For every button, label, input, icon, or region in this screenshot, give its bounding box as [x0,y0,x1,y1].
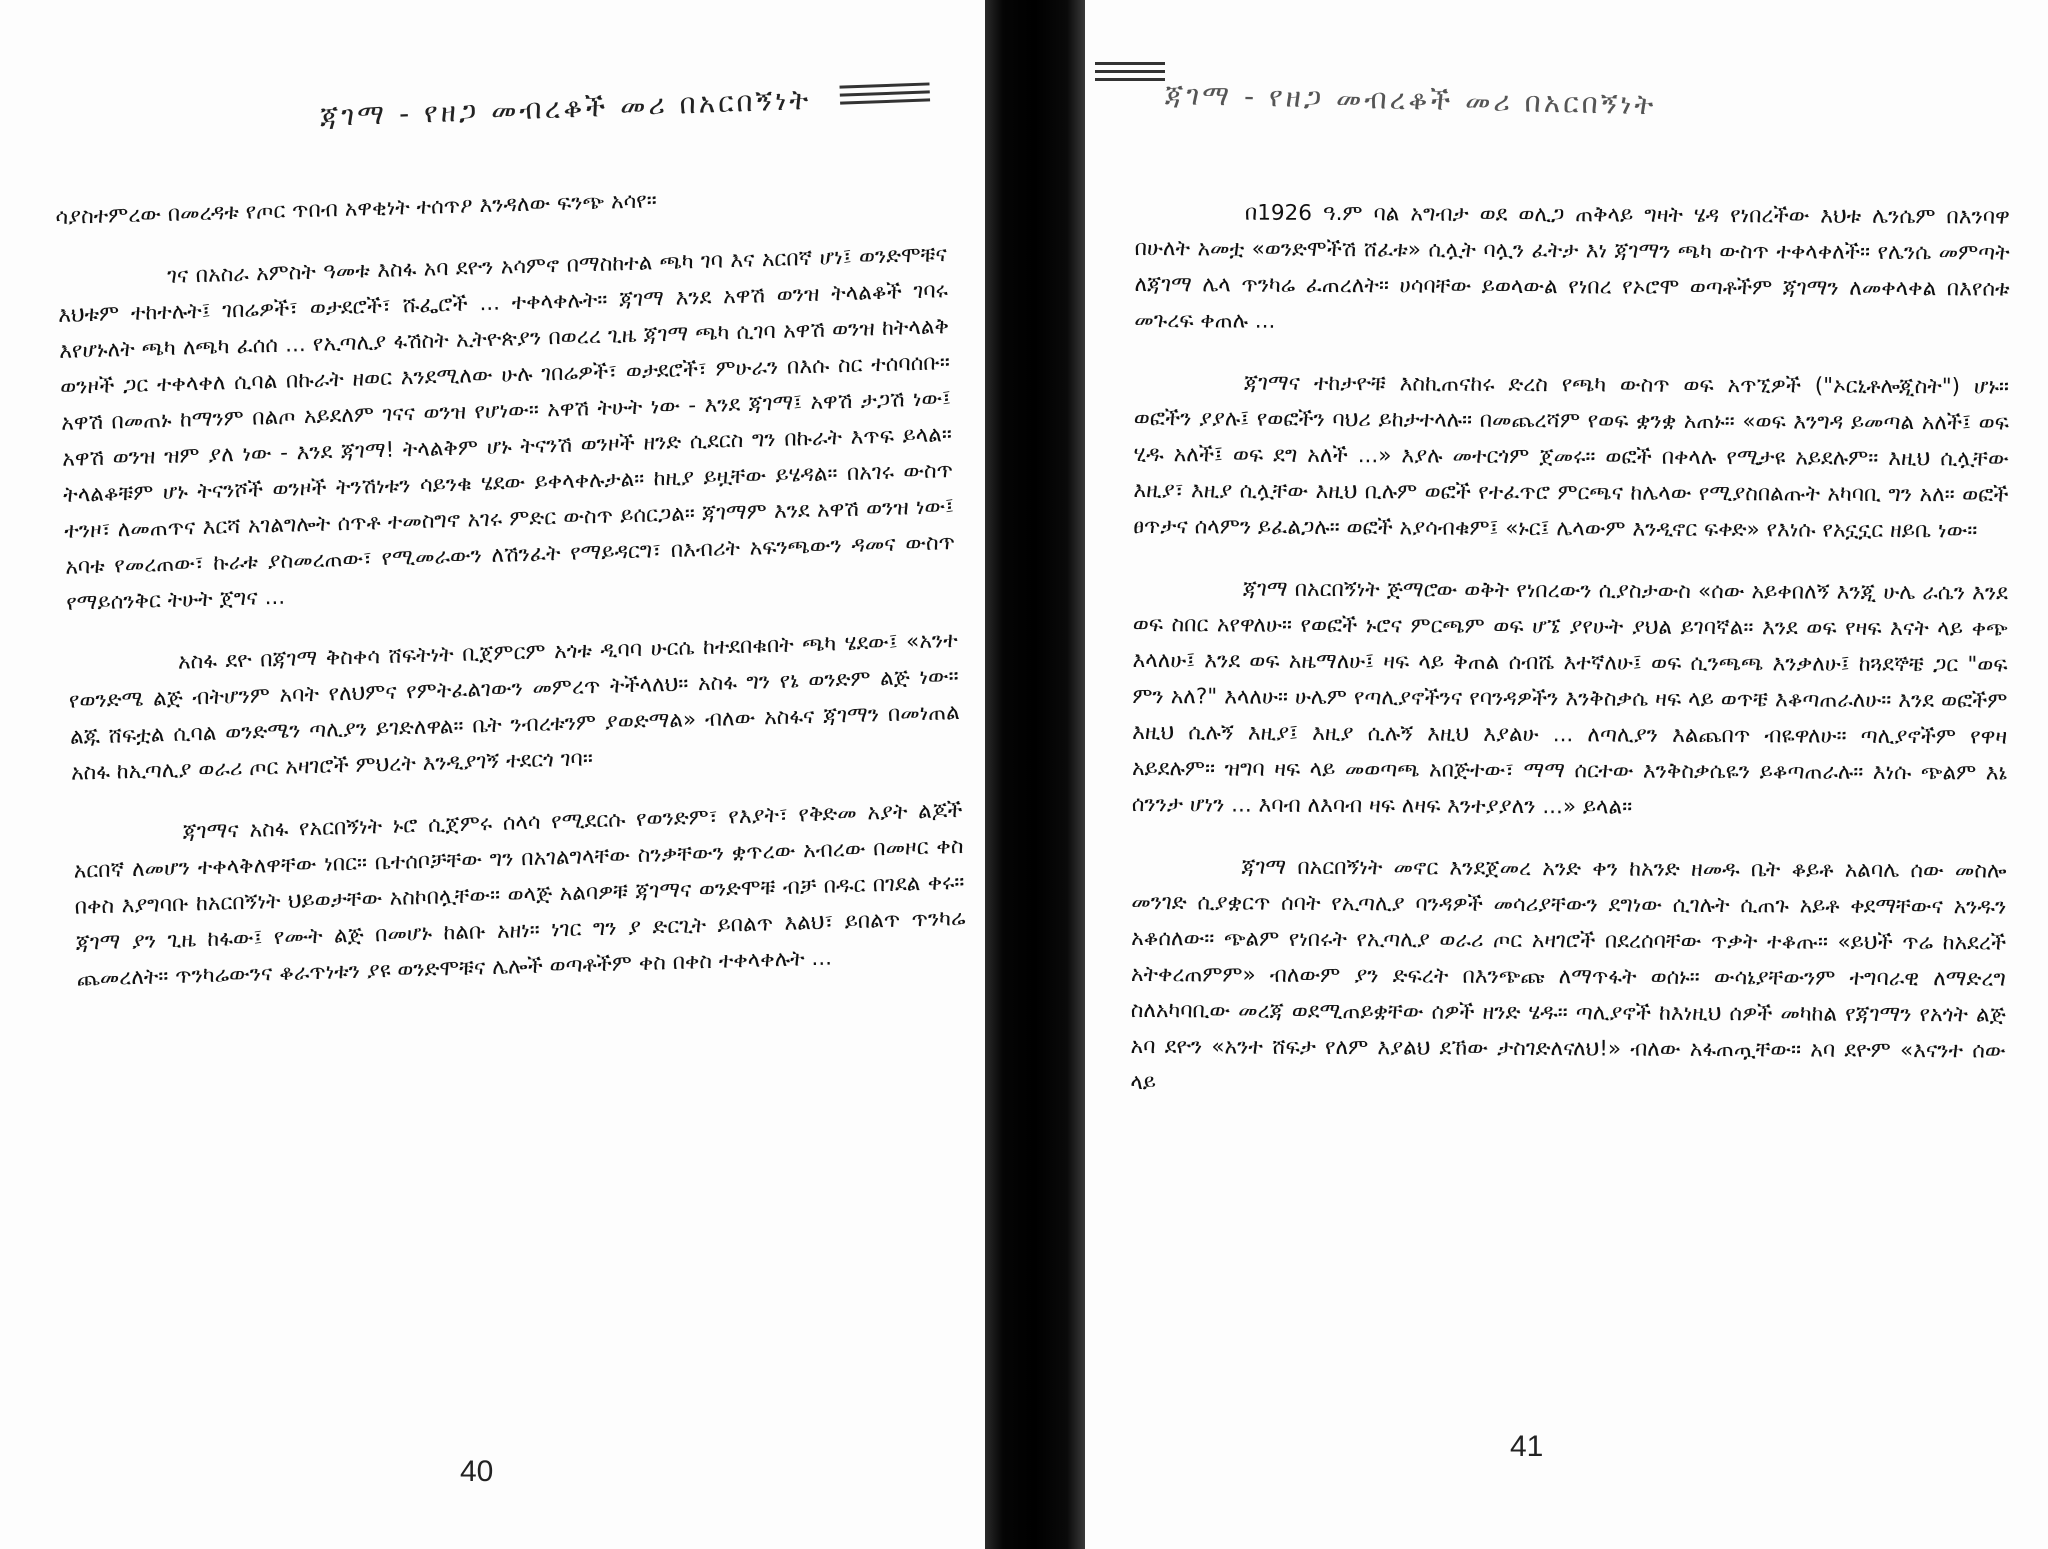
left-page-number: 40 [460,1455,494,1488]
right-page [1085,0,2048,1549]
left-page-text [55,175,968,1024]
left-page [0,0,985,1549]
left-paragraph-3: አስፋ ደዮ በጃገማ ቅስቀሳ ሸፍትነት ቢጀምርም አጎቱ ዲባባ ሁርሴ ከተደበቁበት ጫካ ሄደው፤ «አንተ የወንድሜ ልጅ ብትሆንም አባት የለህምና የምትፈልገውን መምረጥ ትችላለህ። አስፋ ግን የኔ ወንድም ልጅ ነው። ልጁ ሸፍቷል ሲባል ወንድሜን ጣሊያን ይገድለዋል። ቤት ንብረቱንም ያወድማል» ብለው አስፋና ጃገማን በመነጠል አስፋ ከኢጣሊያ ወራሪ ጦር አዛገሮች ምህረት እንዲያገኝ ተደርጎ ገባ። [68,627,961,786]
left-paragraph-2: ገና በአስራ አምስት ዓመቱ እስፋ አባ ደዮን አሳምኖ በማስከተል ጫካ ገባ እና አርበኛ ሆነ፤ ወንድሞቹና እህቱም ተከተሉት፤ ገበሬዎች፣ ወታደሮች፣ ሹፌሮች ... ተቀላቀሉት። ጃገማ እንደ አዋሽ ወንዝ ትላልቆች ገባሩ እየሆኑለት ጫካ ለጫካ ፈሰሰ ... የኢጣሊያ ፋሽስት ኢትዮጵያን በወረረ ጊዜ ጃገማ ጫካ ሲገባ አዋሽ ወንዝ ከትላልቅ ወንዞች ጋር ተቀላቀለ ሲባል በኩራት ዘወር እንደሚለው ሁሉ ገበሬዎች፣ ወታደሮች፣ ምሁራን በእሱ ስር ተሰባሰቡ። አዋሽ በመጠኑ ከማንም በልጦ አይደለም ገናና ወንዝ የሆነው። አዋሽ ትሁት ነው - እንደ ጃገማ፤ አዋሽ ታጋሽ ነው፤ አዋሽ ወንዝ ዝም ያለ ነው - እንደ ጃገማ! ትላልቅም ሆኑ ትናንሽ ወንዞች ዘንድ ሲደርስ ግን በኩራት እጥፍ ይላል። ትላልቆቹም ሆኑ ትናንሾች ወንዞች ትንሽነቱን ሳይንቁ ሄደው ይቀላቀሉታል። ከዚያ ይዟቸው ይሄዳል። በአገሩ ውስጥ ተንዞ፣ ለመጠጥና እርሻ አገልግሎት ሰጥቶ ተመስግኖ አገሩ ምድር ውስጥ ይሰርጋል። ጃገማም እንደ አዋሽ ወንዝ ነው፤ አባቱ የመረጠው፣ ኩራቱ ያስመረጠው፣ የሚመራውን ለሽንፈት የማይዳርግ፣ በእብሪት አፍንጫውን ዳመና ውስጥ የማይሰንቅር ትሁት ጀግና ... [57,242,956,616]
left-running-header: ጃገማ - የዘጋ መብረቆች መሪ በአርበኝነት [319,82,812,133]
right-paragraph-3: ጃገማ በአርበኝነት ጅማሮው ወቅት የነበረውን ሲያስታውስ «ሰው አይቀበለኝ እንጂ ሁሌ ራሴን እንደ ወፍ ስበር አየዋለሁ። የወፎች ኑሮና ምርጫም ወፍ ሆኜ ያየሁት ያህል ይገባኛል። እንደ ወፍ የዛፍ እናት ላይ ቀጭ እላለሁ፤ እንደ ወፍ አዜማለሁ፤ ዛፍ ላይ ቅጠል ሰብሼ እተኛለሁ፤ ወፍ ሲንጫጫ እንቃለሁ፤ ከጓደኞቼ ጋር "ወፍ ምን አለ?" እላለሁ። ሁሌም የጣሊያኖችንና የባንዳዎችን እንቅስቃሴ ዛፍ ላይ ወጥቼ እቆጣጠራለሁ። እንደ ወፎችም እዚህ ሲሉኝ እዚያ፤ እዚያ ሲሉኝ እዚህ እያልሁ ... ለጣሊያን እልጨበጥ ብዬዋለሁ። ጣሊያኖችም የዋዛ አይደሉም። ዝግባ ዛፍ ላይ መወጣጫ አበጅተው፣ ማማ ሰርተው እንቅስቃሴዬን ይቆጣጠራሉ። እነሱ ጭልም እኔ ሰንንታ ሆነን ... እባብ ለእባብ ዛፍ ለዛፍ እንተያያለን ...» ይላል። [1131,576,2008,820]
left-paragraph-1: ሳያስተምረው በመረዳቱ የጦር ጥበብ አዋቂነት ተሰጥዖ እንዳለው ፍንጭ አሳየ። [55,188,658,230]
right-paragraph-2: ጃገማና ተከታዮቹ እስኪጠናከሩ ድረስ የጫካ ውስጥ ወፍ አጥኚዎች ("ኦርኒቶሎጂስት") ሆኑ። ወፎችን ያያሉ፤ የወፎችን ባህሪ ይከታተላሉ። በመጨረሻም የወፍ ቋንቋ አጠኑ። «ወፍ እንግዳ ይመጣል አለች፤ ወፍ ሂዱ አለች፤ ወፍ ደግ አለች ...» እያሉ መተርጎም ጀመሩ። ወፎች በቀላሉ የሚታዩ አይደሉም። እዚህ ሲሏቸው እዚያ፣ እዚያ ሲሏቸው እዚህ ቢሉም ወፎች የተፈጥሮ ምርጫና ከሌላው የሚያስበልጡት አካባቢ ግን አለ። ወፎች ፀጥታና ሰላምን ይፈልጋሉ። ወፎች አያሳብቁም፤ «ኑር፤ ሌላውም እንዲኖር ፍቀድ» የእነሱ የአኗኗር ዘይቤ ነው። [1133,370,2010,544]
right-header-rule-lines [1095,62,1165,92]
left-header-rule-lines [840,82,931,115]
book-gutter-shadow [985,0,1085,1549]
right-paragraph-4: ጃገማ በአርበኝነት መኖር እንደጀመረ አንድ ቀን ከአንድ ዘመዱ ቤት ቆይቶ አልባሌ ሰው መስሎ መንገድ ሲያቋርጥ ሰባት የኢጣሊያ ባንዳዎች መሳሪያቸውን ደግነው ሲገሉት ሲጠጉ አይቶ ቀደማቸውና አንዱን አቆሰለው። ጭልም የነበሩት የኢጣሊያ ወራሪ ጦር አዛገሮች በደረሰባቸው ጥቃት ተቆጡ። «ይህች ጥሬ ከአደረች አትቀረጠምም» ብለውም ያን ድፍረት በእንጭጩ ለማጥፋት ወሰኑ። ውሳኔያቸውንም ተግባራዊ ለማድረግ ስለአካባቢው መረጃ ወደሚጠይቋቸው ሰዎች ዘንድ ሄዱ። ጣሊያኖች ከእነዚህ ሰዎች መካከል የጃገማን የአጎት ልጅ አባ ደዮን «አንተ ሸፍታ የለም እያልህ ደኸው ታስገድለናለህ!» ብለው አፋጠጧቸው። አባ ደዮም «እናንተ ሰው ላይ [1130,854,2007,1096]
left-paragraph-4: ጃገማና አስፋ የአርበኝነት ኑሮ ሲጀምሩ ሰላሳ የሚደርሱ የወንድም፣ የእያት፣ የቅድመ አያት ልጆች አርበኛ ለመሆን ተቀላቅለዋቸው ነበር። ቤተሰቦቻቸው ግን በአገልግላቸው ስንቃቸውን ቋጥረው አብረው በመዞር ቀስ በቀስ እያግባቡ ከአርበኝነት ህይወታቸው አስኮበሏቸው። ወላጅ አልባዎቹ ጃገማና ወንድሞቹ ብቻ በዱር በገደል ቀሩ። ጃገማ ያን ጊዜ ከፋው፤ የሙት ልጅ በመሆኑ ከልቡ አዘነ። ነገር ግን ያ ድርጊት ይበልጥ እልህ፣ ይበልጥ ጥንካሬ ጨመረለት። ጥንካሬውንና ቆራጥነቱን ያዩ ወንድሞቹና ሌሎች ወጣቶችም ቀስ በቀስ ተቀላቀሉት ... [73,797,966,992]
right-paragraph-1: በ1926 ዓ.ም ባል አግብታ ወደ ወሊጋ ጠቅላይ ግዛት ሄዳ የነበረችው እህቱ ሌንሴም በእንባዋ በሁለት አመቷ «ወንድሞችሽ ሸፈቱ» ሲሏት ባሏን ፈትታ እነ ጃገማን ጫካ ውስጥ ተቀላቀለች። የሌንሴ መምጣት ለጃገማ ሌላ ጥንካሬ ፈጠረለት። ሀሳባቸው ይወላውል የነበረ የኦሮሞ ወጣቶችም ጃገማን ለመቀላቀል በእየሰቱ መጉረፍ ቀጠሉ ... [1134,200,2010,334]
right-page-number: 41 [1510,1430,1544,1463]
right-running-header: ጃገማ - የዘጋ መብረቆች መሪ በአርበኝነት [1164,78,1657,122]
right-page-text [1130,195,2010,1132]
